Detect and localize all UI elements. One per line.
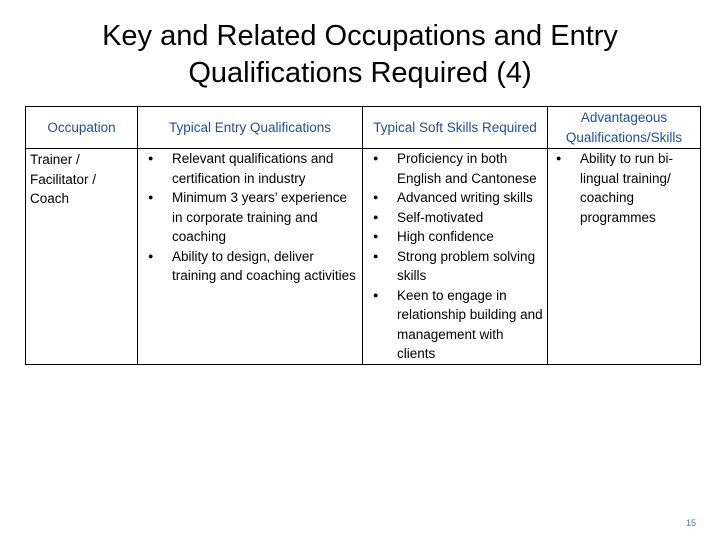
list-item: ● Ability to design, deliver training and coaching activities <box>138 247 359 286</box>
occupation-line: Trainer / <box>30 152 80 167</box>
list-item: ● Self-motivated <box>363 208 544 228</box>
header-entry-qualifications: Typical Entry Qualifications <box>138 107 363 149</box>
list-item: ● Keen to engage in relationship building and management with clients <box>363 286 544 364</box>
title-line-1: Key and Related Occupations and Entry <box>102 20 618 52</box>
list-item: ● Ability to run bi-lingual training/ coaching programmes <box>548 149 697 227</box>
list-item: ● Relevant qualifications and certification in industry <box>138 149 359 188</box>
header-advantageous: Advantageous Qualifications/Skills <box>548 107 701 149</box>
header-soft-skills: Typical Soft Skills Required <box>363 107 548 149</box>
page-number: 15 <box>685 518 696 528</box>
header-occupation: Occupation <box>26 107 138 149</box>
title-line-2: Qualifications Required (4) <box>188 57 532 89</box>
list-item: ● Minimum 3 years’ experience in corporate training and coaching <box>138 188 359 247</box>
table-row <box>26 149 701 365</box>
occupation-cell <box>26 149 138 365</box>
list-item: ● Advanced writing skills <box>363 188 544 208</box>
occupation-line: Coach <box>30 191 70 206</box>
entry-qualifications-cell <box>138 149 363 365</box>
list-item: ● Proficiency in both English and Cantonese <box>363 149 544 188</box>
advantageous-cell <box>548 149 701 365</box>
occupation-line: Facilitator / <box>30 171 97 187</box>
occupations-table <box>25 106 701 365</box>
table-header-row <box>26 107 701 149</box>
slide-title <box>0 18 720 92</box>
list-item: ● High confidence <box>363 227 544 247</box>
soft-skills-cell <box>363 149 548 365</box>
list-item: ● Strong problem solving skills <box>363 247 544 286</box>
